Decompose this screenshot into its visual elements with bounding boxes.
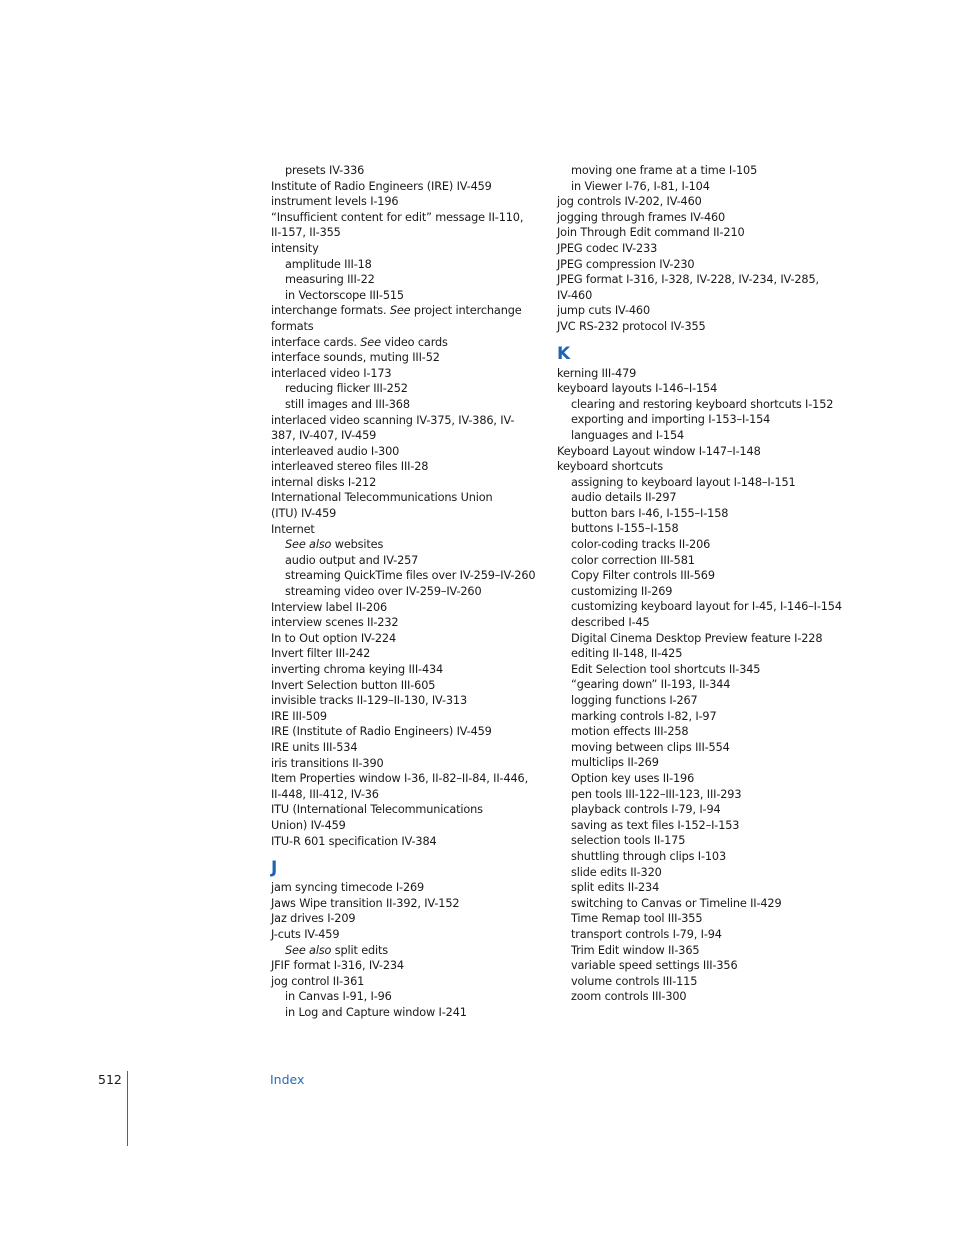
index-subentry: languages and I-154: [571, 428, 685, 442]
index-entry: JPEG compression IV-230: [557, 257, 695, 271]
index-entry: interface sounds, muting III-52: [271, 351, 440, 365]
index-subentry: streaming QuickTime files over IV-259–IV-260: [285, 569, 536, 583]
index-subentry: selection tools II-175: [571, 834, 686, 848]
index-subentry: color-coding tracks II-206: [571, 538, 711, 552]
entry-text: project interchange formats: [271, 304, 522, 333]
index-entry: interlaced video I-173: [271, 366, 392, 380]
index-subentry: multiclips II-269: [571, 756, 659, 770]
entry-text: interface cards.: [271, 335, 361, 349]
index-entry: “Insufficient content for edit” message II-110, II-157, II-355: [271, 210, 524, 240]
index-subentry: saving as text files I-152–I-153: [571, 818, 740, 832]
entry-text: interchange formats.: [271, 304, 390, 318]
index-entry: interleaved audio I-300: [271, 444, 400, 458]
index-entry: JPEG format I-316, I-328, IV-228, IV-234, IV-285, IV-460: [557, 273, 819, 302]
index-subentry: amplitude III-18: [285, 257, 372, 271]
index-subentry: editing II-148, II-425: [571, 647, 683, 661]
index-subentry: clearing and restoring keyboard shortcuts I-152: [571, 397, 834, 411]
index-entry: IRE (Institute of Radio Engineers) IV-459: [271, 725, 492, 739]
index-subentry: Edit Selection tool shortcuts II-345: [571, 662, 761, 676]
see-reference: See: [360, 335, 381, 349]
index-entry: invisible tracks II-129–II-130, IV-313: [271, 694, 467, 708]
index-subentry: motion effects III-258: [571, 725, 689, 739]
index-subentry: pen tools III-122–III-123, III-293: [571, 787, 742, 801]
index-subentry: described I-45: [571, 616, 650, 630]
index-entry: Invert Selection button III-605: [271, 678, 436, 692]
index-subentry: moving one frame at a time I-105: [571, 164, 758, 177]
index-subentry: audio output and IV-257: [285, 553, 419, 567]
index-subentry: still images and III-368: [285, 397, 410, 411]
index-entry: JVC RS-232 protocol IV-355: [557, 319, 706, 333]
index-entry: instrument levels I-196: [271, 195, 399, 209]
index-letter-heading: K: [557, 343, 571, 364]
index-subentry: in Vectorscope III-515: [285, 288, 404, 302]
see-reference: See also: [285, 943, 332, 957]
index-entry: kerning III-479: [557, 366, 637, 380]
index-subentry: “gearing down” II-193, II-344: [571, 678, 731, 692]
index-subentry: split edits II-234: [571, 881, 660, 895]
index-subentry: switching to Canvas or Timeline II-429: [571, 896, 782, 910]
index-entry: interlaced video scanning IV-375, IV-386, IV-387, IV-407, IV-459: [271, 413, 515, 443]
index-subentry: presets IV-336: [285, 164, 365, 177]
see-reference: See also: [285, 538, 332, 552]
index-entry: Union) IV-459: [271, 818, 346, 832]
index-entry: internal disks I-212: [271, 475, 377, 489]
index-subentry: volume controls III-115: [571, 974, 698, 988]
index-subentry: buttons I-155–I-158: [571, 522, 679, 536]
index-column-right: [557, 163, 847, 1005]
index-subentry: in Canvas I-91, I-96: [285, 990, 392, 1004]
index-subentry: [271, 943, 561, 959]
index-entry: JPEG codec IV-233: [557, 241, 658, 255]
index-entry: jam syncing timecode I-269: [271, 881, 425, 895]
index-subentry: Option key uses II-196: [571, 771, 695, 785]
index-subentry: slide edits II-320: [571, 865, 662, 879]
index-subentry: exporting and importing I-153–I-154: [571, 413, 771, 427]
index-subentry: transport controls I-79, I-94: [571, 927, 722, 941]
index-subentry: streaming video over IV-259–IV-260: [285, 585, 482, 599]
index-entry: Item Properties window I-36, II-82–II-84, II-446, II-448, III-412, IV-36: [271, 772, 529, 801]
see-reference: See: [389, 304, 411, 318]
index-subentry: reducing flicker III-252: [285, 382, 408, 396]
index-entry: Interview label II-206: [271, 600, 388, 614]
index-entry: keyboard layouts I-146–I-154: [557, 382, 718, 396]
index-entry: In to Out option IV-224: [271, 631, 396, 645]
index-entry: jog control II-361: [271, 974, 365, 988]
index-entry: interleaved stereo files III-28: [271, 460, 429, 474]
index-entry: (ITU) IV-459: [271, 507, 337, 521]
index-subentry: moving between clips III-554: [571, 740, 730, 754]
index-entry: Institute of Radio Engineers (IRE) IV-459: [271, 179, 492, 193]
index-subentry: in Viewer I-76, I-81, I-104: [571, 179, 710, 193]
index-column-left: [271, 163, 561, 1020]
index-letter-heading: J: [271, 858, 278, 879]
index-entry: Jaws Wipe transition II-392, IV-152: [271, 896, 460, 910]
footer-section-name: Index: [270, 1072, 305, 1087]
index-subentry: assigning to keyboard layout I-148–I-151: [571, 475, 796, 489]
index-entry: Keyboard Layout window I-147–I-148: [557, 444, 761, 458]
index-entry: JFIF format I-316, IV-234: [271, 959, 404, 973]
index-subentry: Digital Cinema Desktop Preview feature I-228: [571, 631, 823, 645]
index-entry: Jaz drives I-209: [271, 912, 356, 926]
index-subentry: customizing keyboard layout for I-45, I-146–I-154: [571, 600, 842, 614]
index-entry: interview scenes II-232: [271, 616, 399, 630]
index-subentry: button bars I-46, I-155–I-158: [571, 506, 729, 520]
index-entry: [271, 303, 533, 334]
index-entry: intensity: [271, 241, 319, 255]
index-subentry: variable speed settings III-356: [571, 959, 738, 973]
entry-text: split edits: [331, 943, 389, 957]
index-entry: International Telecommunications Union: [271, 491, 493, 505]
index-entry: ITU (International Telecommunications: [271, 803, 483, 817]
index-entry: [271, 335, 561, 351]
index-subentry: [271, 537, 561, 553]
index-subentry: audio details II-297: [571, 491, 677, 505]
index-entry: ITU-R 601 specification IV-384: [271, 834, 437, 848]
index-entry: inverting chroma keying III-434: [271, 663, 444, 676]
page-number: 512: [98, 1072, 122, 1087]
index-subentry: marking controls I-82, I-97: [571, 709, 717, 723]
index-subentry: Trim Edit window II-365: [571, 943, 700, 957]
index-subentry: playback controls I-79, I-94: [571, 803, 721, 817]
index-entry: IRE units III-534: [271, 740, 358, 754]
index-subentry: zoom controls III-300: [571, 990, 687, 1004]
entry-text: video cards: [380, 335, 448, 349]
index-subentry: Copy Filter controls III-569: [571, 569, 715, 583]
entry-text: websites: [331, 538, 384, 552]
index-entry: J-cuts IV-459: [271, 927, 340, 941]
index-subentry: in Log and Capture window I-241: [285, 1005, 467, 1019]
index-subentry: shuttling through clips I-103: [571, 849, 726, 863]
index-entry: jog controls IV-202, IV-460: [557, 195, 702, 209]
index-entry: jogging through frames IV-460: [557, 210, 726, 224]
index-entry: Join Through Edit command II-210: [557, 226, 745, 240]
index-entry: keyboard shortcuts: [557, 460, 664, 474]
index-subentry: logging functions I-267: [571, 694, 698, 707]
index-subentry: color correction III-581: [571, 553, 695, 567]
index-entry: IRE III-509: [271, 709, 327, 723]
index-entry: jump cuts IV-460: [557, 304, 650, 318]
index-entry: Internet: [271, 522, 315, 536]
index-subentry: customizing II-269: [571, 584, 673, 598]
index-subentry: measuring III-22: [285, 273, 375, 287]
index-subentry: Time Remap tool III-355: [571, 912, 703, 926]
footer-divider: [127, 1071, 128, 1146]
index-entry: iris transitions II-390: [271, 756, 384, 770]
index-entry: Invert filter III-242: [271, 647, 371, 661]
